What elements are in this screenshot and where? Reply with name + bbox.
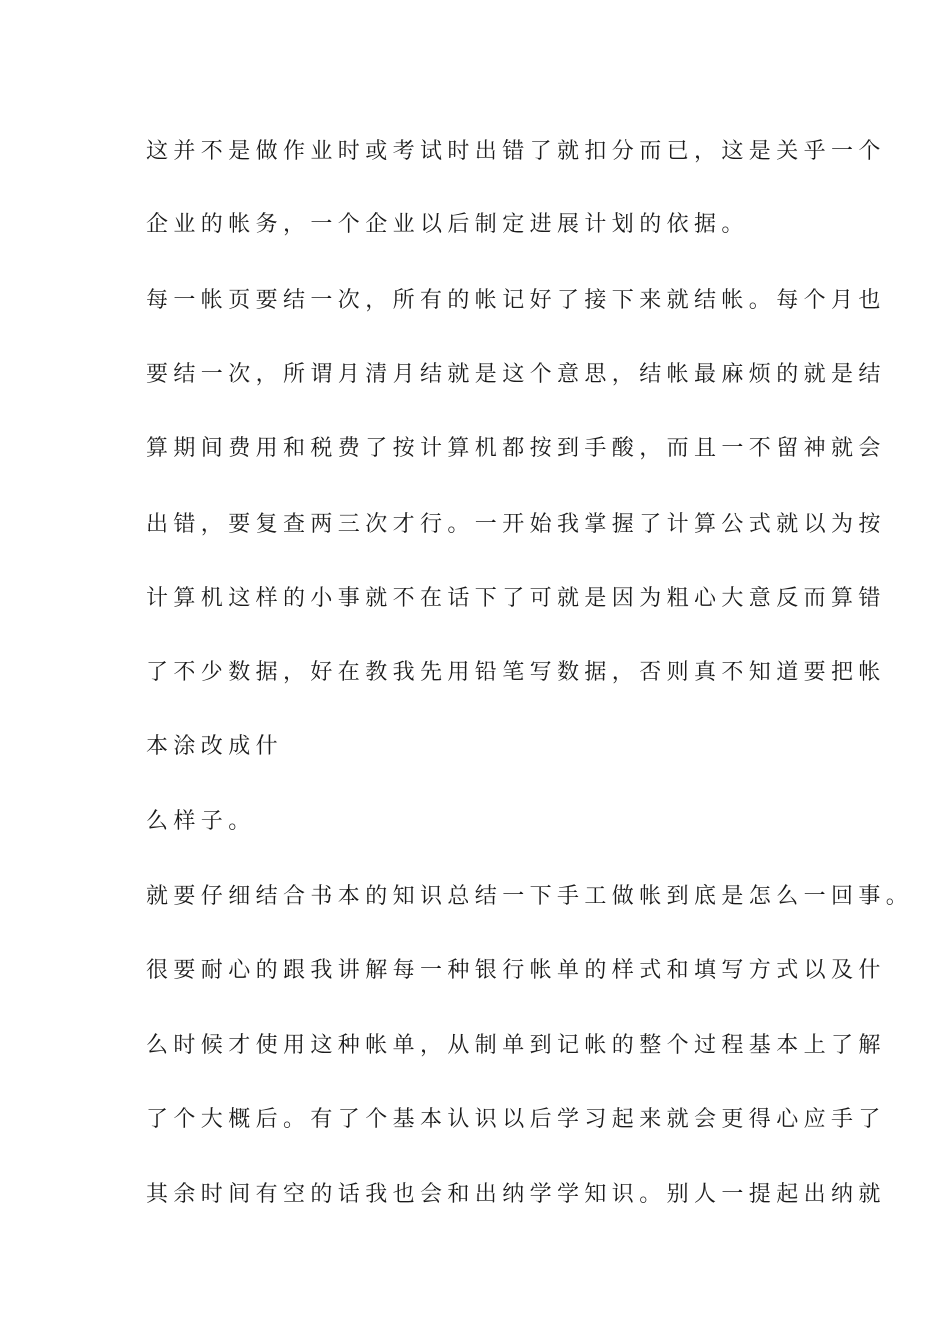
text-line: 很要耐心的跟我讲解每一种银行帐单的样式和填写方式以及什 (146, 958, 886, 983)
text-line: 出错，要复查两三次才行。一开始我掌握了计算公式就以为按 (146, 512, 886, 537)
text-line: 了不少数据，好在教我先用铅笔写数据，否则真不知道要把帐 (146, 660, 886, 685)
text-line: 了个大概后。有了个基本认识以后学习起来就会更得心应手了 (146, 1107, 886, 1132)
text-line: 计算机这样的小事就不在话下了可就是因为粗心大意反而算错 (146, 586, 886, 611)
text-line: 算期间费用和税费了按计算机都按到手酸，而且一不留神就会 (146, 436, 886, 461)
text-line: 本涂改成什 (146, 734, 284, 759)
text-line: 要结一次，所谓月清月结就是这个意思，结帐最麻烦的就是结 (146, 362, 886, 387)
text-line: 么样子。 (146, 809, 256, 834)
text-line: 其余时间有空的话我也会和出纳学学知识。别人一提起出纳就 (146, 1182, 886, 1207)
text-line: 企业的帐务，一个企业以后制定进展计划的依据。 (146, 212, 749, 237)
text-line: 么时候才使用这种帐单，从制单到记帐的整个过程基本上了解 (146, 1033, 886, 1058)
text-line: 每一帐页要结一次，所有的帐记好了接下来就结帐。每个月也 (146, 288, 886, 313)
text-line: 就要仔细结合书本的知识总结一下手工做帐到底是怎么一回事。 (146, 884, 914, 909)
text-line: 这并不是做作业时或考试时出错了就扣分而已，这是关乎一个 (146, 139, 886, 164)
